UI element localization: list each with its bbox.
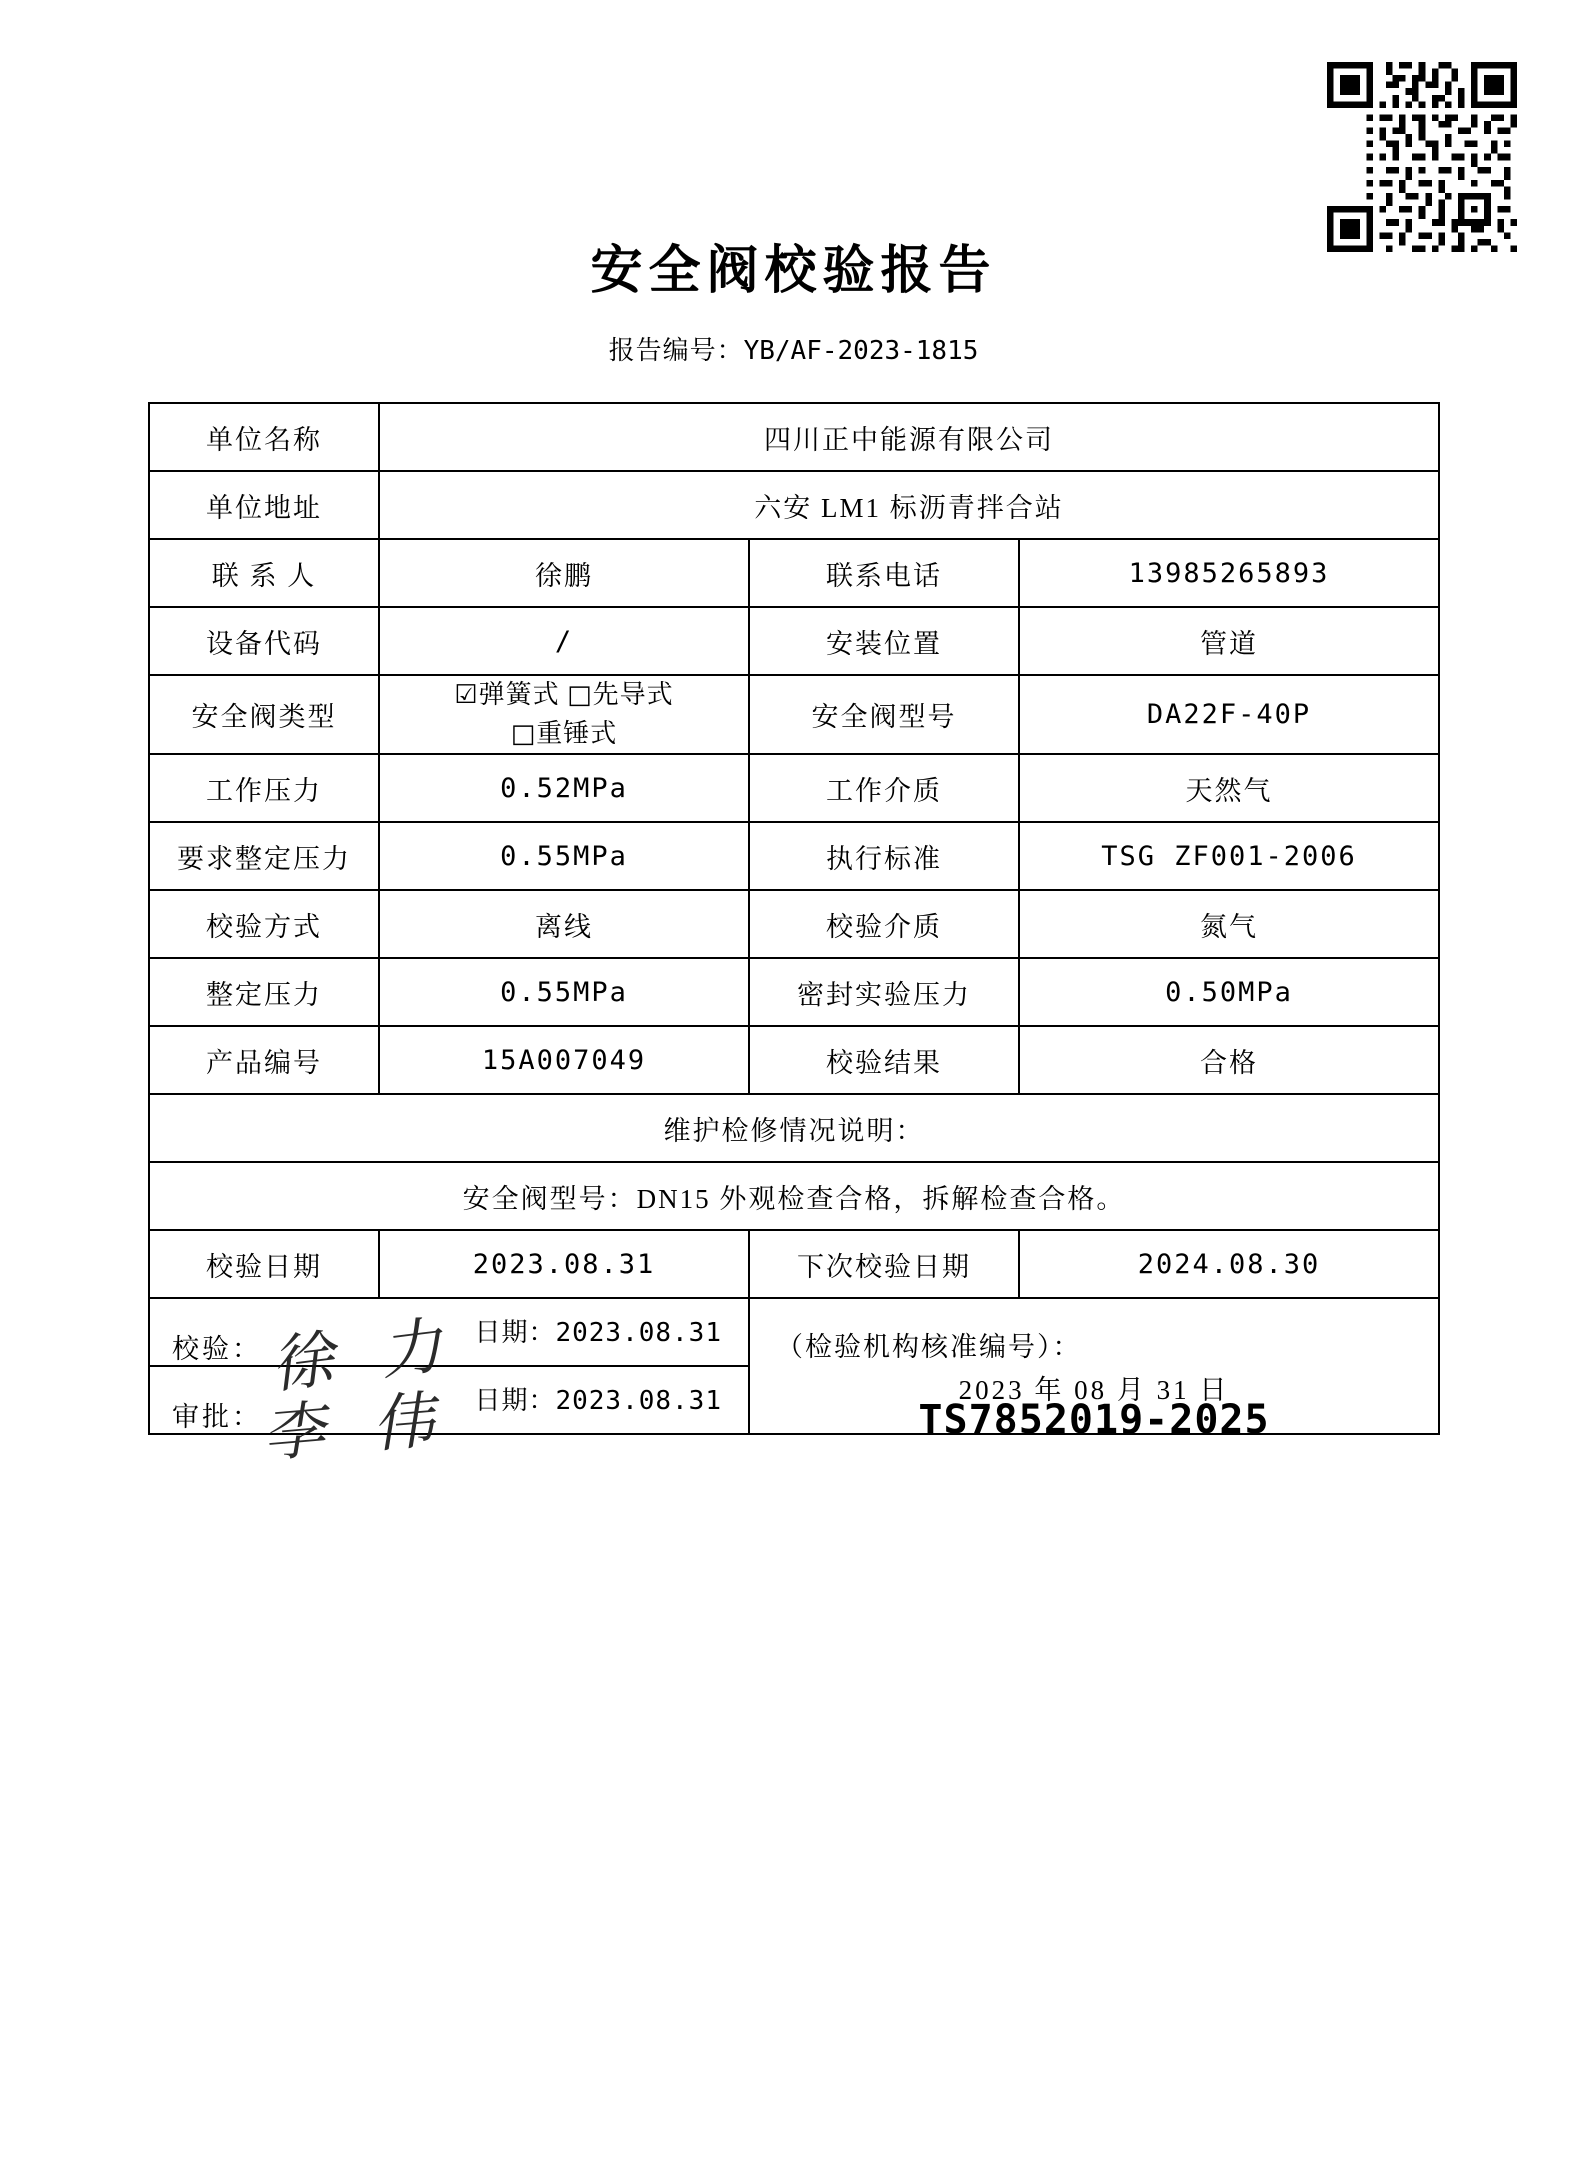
approver-date [474,1380,722,1417]
agency-label: （检验机构核准编号）： [776,1332,1082,1363]
valve-type-option-pilot[interactable]: □先导式 [567,680,674,710]
approver-date-label: 日期： [474,1386,556,1416]
contact-value: 徐鹏 [379,539,749,607]
table-row [149,890,1439,958]
table-row [149,1230,1439,1298]
check-medium-label: 校验介质 [749,890,1019,958]
valve-type-options [379,675,749,754]
agency-code: TS7852019-2025 [918,1397,1270,1444]
check-medium-value: 氮气 [1019,890,1439,958]
product-no-label: 产品编号 [149,1026,379,1094]
valve-type-option-spring[interactable]: ☑弹簧式 [454,680,560,710]
maintenance-text: 安全阀型号：DN15 外观检查合格，拆解检查合格。 [149,1162,1439,1230]
checker-signature-cell [149,1298,749,1403]
work-medium-value: 天然气 [1019,754,1439,822]
set-pressure-value: 0.55MPa [379,958,749,1026]
signature-row [149,1298,1439,1366]
table-row [149,607,1439,675]
valve-model-label: 安全阀型号 [749,675,1019,754]
valve-model-value: DA22F-40P [1019,675,1439,754]
table-row [149,539,1439,607]
seal-pressure-label: 密封实验压力 [749,958,1019,1026]
valve-type-option-weight[interactable]: □重锤式 [510,718,618,749]
report-number-value: YB/AF-2023-1815 [743,336,979,366]
install-position-value: 管道 [1019,607,1439,675]
report-table [148,402,1440,1472]
required-set-pressure-label: 要求整定压力 [149,822,379,890]
approver-signature-cell [149,1366,749,1472]
checker-label: 校验： [172,1334,262,1365]
checker-date-value: 2023.08.31 [555,1318,722,1349]
maintenance-title: 维护检修情况说明： [149,1094,1439,1162]
unit-name-value: 四川正中能源有限公司 [379,403,1439,471]
approver-date-value: 2023.08.31 [555,1386,722,1417]
unit-address-value: 六安 LM1 标沥青拌合站 [379,471,1439,539]
approver-signature: 李 伟 [259,1382,451,1472]
table-row [149,1026,1439,1094]
check-date-label: 校验日期 [149,1230,379,1298]
seal-pressure-value: 0.50MPa [1019,958,1439,1026]
agency-date: 2023 年 08 月 31 日 [958,1375,1230,1406]
contact-label: 联 系 人 [149,539,379,607]
install-position-label: 安装位置 [749,607,1019,675]
product-no-value: 15A007049 [379,1026,749,1094]
checker-signature: 徐 力 [266,1307,461,1403]
table-row [149,403,1439,471]
unit-name-label: 单位名称 [149,403,379,471]
work-pressure-label: 工作压力 [149,754,379,822]
standard-value: TSG ZF001-2006 [1019,822,1439,890]
valve-type-label: 安全阀类型 [149,675,379,754]
table-row [149,958,1439,1026]
checker-date-label: 日期： [474,1318,556,1348]
report-number [0,330,1587,367]
page-title: 安全阀校验报告 [590,240,997,301]
work-medium-label: 工作介质 [749,754,1019,822]
phone-label: 联系电话 [749,539,1019,607]
unit-address-label: 单位地址 [149,471,379,539]
next-check-date-value: 2024.08.30 [1019,1230,1439,1298]
table-row [149,754,1439,822]
table-row [149,1094,1439,1162]
table-row [149,675,1439,754]
check-method-label: 校验方式 [149,890,379,958]
report-number-label: 报告编号： [608,336,744,365]
check-date-value: 2023.08.31 [379,1230,749,1298]
approver-label: 审批： [172,1402,262,1433]
table-row [149,1162,1439,1230]
result-label: 校验结果 [749,1026,1019,1094]
work-pressure-value: 0.52MPa [379,754,749,822]
qr-code-icon [1327,62,1517,252]
device-code-label: 设备代码 [149,607,379,675]
next-check-date-label: 下次校验日期 [749,1230,1019,1298]
device-code-value: / [379,607,749,675]
check-method-value: 离线 [379,890,749,958]
result-value: 合格 [1019,1026,1439,1094]
table-row [149,471,1439,539]
standard-label: 执行标准 [749,822,1019,890]
checker-date [474,1312,722,1349]
phone-value: 13985265893 [1019,539,1439,607]
required-set-pressure-value: 0.55MPa [379,822,749,890]
table-row [149,822,1439,890]
set-pressure-label: 整定压力 [149,958,379,1026]
agency-cell [749,1298,1439,1444]
